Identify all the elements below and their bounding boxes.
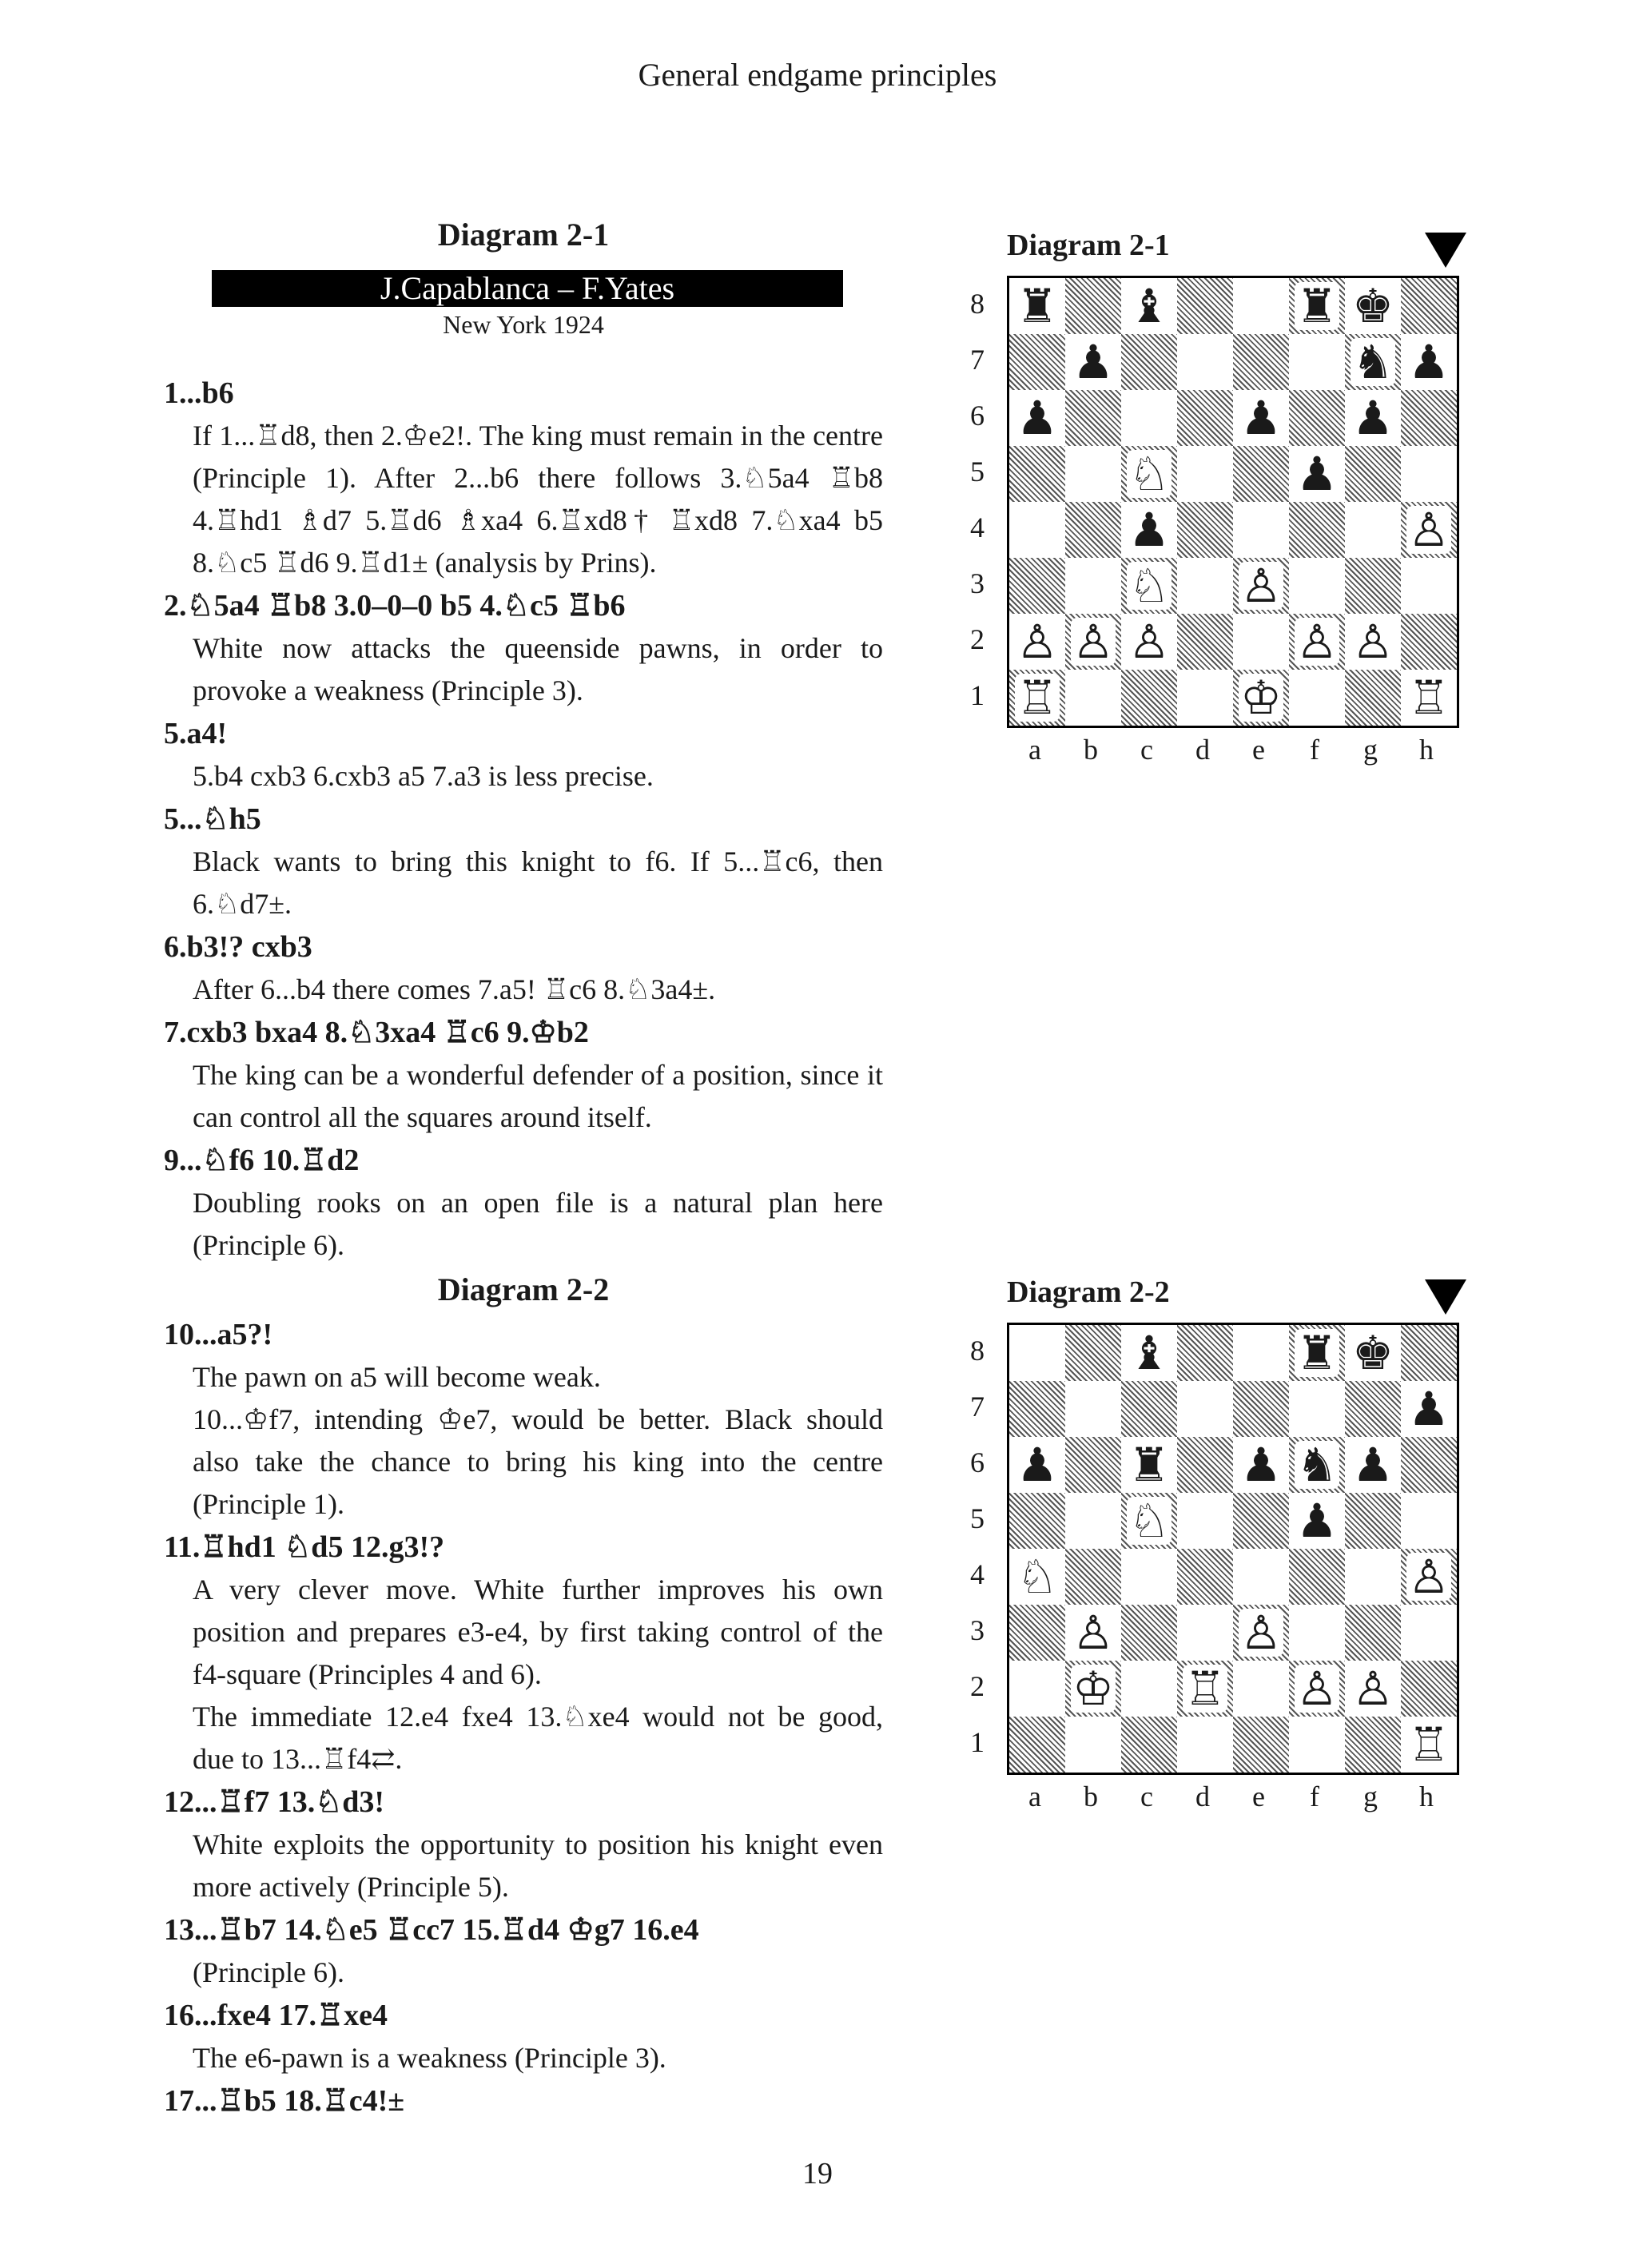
chess-piece: ♟ bbox=[1296, 1494, 1338, 1548]
square-f3 bbox=[1289, 1605, 1345, 1661]
square-e3 bbox=[1233, 558, 1289, 614]
square-h1 bbox=[1401, 1717, 1457, 1773]
square-d1 bbox=[1177, 670, 1233, 726]
chess-piece: ♖ bbox=[1184, 1661, 1226, 1716]
square-h6 bbox=[1401, 1437, 1457, 1493]
chess-piece: ♙ bbox=[1240, 1606, 1282, 1660]
chess-piece: ♔ bbox=[1240, 670, 1282, 725]
chess-piece: ♜ bbox=[1128, 1438, 1170, 1492]
square-h4 bbox=[1401, 1549, 1457, 1605]
rank-labels bbox=[963, 1323, 992, 1770]
file-label: h bbox=[1419, 734, 1434, 766]
square-e2 bbox=[1233, 1661, 1289, 1717]
comment-paragraph: Black wants to bring this knight to f6. If 5...♖c6, then 6.♘d7±. bbox=[193, 846, 883, 920]
file-label: f bbox=[1310, 1781, 1319, 1812]
square-b2 bbox=[1065, 1661, 1121, 1717]
comment-paragraph: The king can be a wonderful defender of a position, since it can control all the squares around itself. bbox=[193, 1059, 883, 1133]
square-d4 bbox=[1177, 502, 1233, 558]
square-h5 bbox=[1401, 1493, 1457, 1549]
chess-piece: ♖ bbox=[1408, 670, 1450, 725]
rank-label: 2 bbox=[970, 623, 985, 655]
square-d2 bbox=[1177, 1661, 1233, 1717]
rank-label: 8 bbox=[970, 288, 985, 320]
chess-piece: ♙ bbox=[1296, 615, 1338, 669]
square-b5 bbox=[1065, 1493, 1121, 1549]
chess-piece: ♔ bbox=[1072, 1661, 1114, 1716]
square-e8 bbox=[1233, 1325, 1289, 1381]
chessboard bbox=[1007, 1323, 1459, 1775]
square-h6 bbox=[1401, 390, 1457, 446]
square-a8 bbox=[1009, 278, 1065, 334]
square-c8 bbox=[1121, 278, 1177, 334]
rank-labels bbox=[963, 276, 992, 723]
square-e3 bbox=[1233, 1605, 1289, 1661]
rank-label: 4 bbox=[970, 511, 985, 543]
square-f6 bbox=[1289, 1437, 1345, 1493]
square-c7 bbox=[1121, 334, 1177, 390]
square-h2 bbox=[1401, 614, 1457, 670]
square-g1 bbox=[1345, 1717, 1401, 1773]
file-label: e bbox=[1252, 1781, 1265, 1812]
chess-piece: ♖ bbox=[1016, 670, 1058, 725]
diagram-2-2 bbox=[955, 1275, 1466, 1834]
rank-label: 1 bbox=[970, 1726, 985, 1758]
square-a8 bbox=[1009, 1325, 1065, 1381]
square-a1 bbox=[1009, 670, 1065, 726]
move-line: 17...♖b5 18.♖c4!± bbox=[164, 2084, 405, 2118]
move-line: 1...b6 bbox=[164, 376, 234, 410]
rank-label: 7 bbox=[970, 344, 985, 376]
square-d2 bbox=[1177, 614, 1233, 670]
comment-paragraph: White exploits the opportunity to position his knight even more actively (Principle 5). bbox=[193, 1828, 883, 1903]
square-c4 bbox=[1121, 1549, 1177, 1605]
square-g7 bbox=[1345, 334, 1401, 390]
square-f7 bbox=[1289, 334, 1345, 390]
diagram-label: Diagram 2-1 bbox=[1007, 229, 1170, 262]
file-label: b bbox=[1084, 1781, 1098, 1812]
chess-piece: ♙ bbox=[1296, 1661, 1338, 1716]
chess-piece: ♟ bbox=[1408, 335, 1450, 389]
square-g5 bbox=[1345, 1493, 1401, 1549]
square-d1 bbox=[1177, 1717, 1233, 1773]
square-e5 bbox=[1233, 446, 1289, 502]
square-c6 bbox=[1121, 1437, 1177, 1493]
chess-piece: ♙ bbox=[1408, 1550, 1450, 1604]
chess-piece: ♙ bbox=[1072, 1606, 1114, 1660]
chess-piece: ♟ bbox=[1352, 1438, 1394, 1492]
square-h7 bbox=[1401, 1381, 1457, 1437]
square-c3 bbox=[1121, 1605, 1177, 1661]
square-a4 bbox=[1009, 1549, 1065, 1605]
move-line: 13...♖b7 14.♘e5 ♖cc7 15.♖d4 ♔g7 16.e4 bbox=[164, 1913, 699, 1947]
square-d3 bbox=[1177, 558, 1233, 614]
rank-label: 7 bbox=[970, 1391, 985, 1422]
square-b1 bbox=[1065, 670, 1121, 726]
square-h4 bbox=[1401, 502, 1457, 558]
square-c4 bbox=[1121, 502, 1177, 558]
section-title: Diagram 2-1 bbox=[437, 217, 610, 253]
square-a1 bbox=[1009, 1717, 1065, 1773]
chess-piece: ♜ bbox=[1296, 1326, 1338, 1380]
move-line: 2.♘5a4 ♖b8 3.0–0–0 b5 4.♘c5 ♖b6 bbox=[164, 589, 626, 623]
square-d5 bbox=[1177, 446, 1233, 502]
square-b4 bbox=[1065, 502, 1121, 558]
comment-paragraph: After 6...b4 there comes 7.a5! ♖c6 8.♘3a4±. bbox=[193, 973, 716, 1005]
chess-piece: ♝ bbox=[1128, 279, 1170, 333]
file-label: g bbox=[1363, 1781, 1378, 1812]
comment-paragraph: A very clever move. White further improves his own position and prepares e3-e4, by first taking control of the f4-square (Principles 4 and 6). bbox=[193, 1574, 883, 1690]
chess-piece: ♞ bbox=[1352, 335, 1394, 389]
file-label: c bbox=[1140, 734, 1153, 766]
move-line: 11.♖hd1 ♘d5 12.g3!? bbox=[164, 1530, 445, 1564]
rank-label: 4 bbox=[970, 1558, 985, 1590]
square-b8 bbox=[1065, 278, 1121, 334]
square-e7 bbox=[1233, 1381, 1289, 1437]
square-f4 bbox=[1289, 1549, 1345, 1605]
file-label: e bbox=[1252, 734, 1265, 766]
chess-piece: ♝ bbox=[1128, 1326, 1170, 1380]
square-h7 bbox=[1401, 334, 1457, 390]
square-c5 bbox=[1121, 446, 1177, 502]
square-b4 bbox=[1065, 1549, 1121, 1605]
square-e7 bbox=[1233, 334, 1289, 390]
chess-piece: ♙ bbox=[1240, 559, 1282, 613]
square-f4 bbox=[1289, 502, 1345, 558]
chess-piece: ♟ bbox=[1408, 1382, 1450, 1436]
chess-piece: ♘ bbox=[1016, 1550, 1058, 1604]
square-g8 bbox=[1345, 1325, 1401, 1381]
file-label: f bbox=[1310, 734, 1319, 766]
square-c1 bbox=[1121, 1717, 1177, 1773]
rank-label: 1 bbox=[970, 679, 985, 711]
square-c3 bbox=[1121, 558, 1177, 614]
comment-paragraph: Doubling rooks on an open file is a natural plan here (Principle 6). bbox=[193, 1187, 883, 1261]
square-e4 bbox=[1233, 502, 1289, 558]
square-a4 bbox=[1009, 502, 1065, 558]
square-g3 bbox=[1345, 558, 1401, 614]
square-h3 bbox=[1401, 1605, 1457, 1661]
square-h8 bbox=[1401, 1325, 1457, 1381]
file-label: g bbox=[1363, 734, 1378, 766]
square-a2 bbox=[1009, 614, 1065, 670]
square-f6 bbox=[1289, 390, 1345, 446]
square-e1 bbox=[1233, 1717, 1289, 1773]
move-line: 6.b3!? cxb3 bbox=[164, 930, 312, 964]
file-labels bbox=[1007, 1780, 1454, 1813]
square-g4 bbox=[1345, 502, 1401, 558]
square-e5 bbox=[1233, 1493, 1289, 1549]
running-header: General endgame principles bbox=[638, 57, 997, 93]
square-g6 bbox=[1345, 1437, 1401, 1493]
file-label: d bbox=[1195, 734, 1210, 766]
square-e6 bbox=[1233, 1437, 1289, 1493]
square-g4 bbox=[1345, 1549, 1401, 1605]
square-b7 bbox=[1065, 334, 1121, 390]
square-b8 bbox=[1065, 1325, 1121, 1381]
square-d5 bbox=[1177, 1493, 1233, 1549]
comment-paragraph: 10...♔f7, intending ♔e7, would be better. Black should also take the chance to bring his king into the centre (Principle 1). bbox=[193, 1403, 883, 1520]
chess-piece: ♙ bbox=[1072, 615, 1114, 669]
chess-piece: ♙ bbox=[1408, 503, 1450, 557]
square-f7 bbox=[1289, 1381, 1345, 1437]
comment-paragraph: 5.b4 cxb3 6.cxb3 a5 7.a3 is less precise. bbox=[193, 760, 654, 792]
square-f1 bbox=[1289, 670, 1345, 726]
chess-piece: ♘ bbox=[1128, 559, 1170, 613]
annotation-lines bbox=[164, 372, 883, 2123]
game-place: New York 1924 bbox=[443, 310, 604, 339]
chess-piece: ♚ bbox=[1352, 1326, 1394, 1380]
file-label: a bbox=[1028, 1781, 1041, 1812]
move-line: 9...♘f6 10.♖d2 bbox=[164, 1144, 360, 1177]
chess-piece: ♟ bbox=[1016, 1438, 1058, 1492]
file-label: d bbox=[1195, 1781, 1210, 1812]
square-c7 bbox=[1121, 1381, 1177, 1437]
square-d8 bbox=[1177, 1325, 1233, 1381]
comment-paragraph: White now attacks the queenside pawns, in order to provoke a weakness (Principle 3). bbox=[193, 632, 883, 706]
square-d4 bbox=[1177, 1549, 1233, 1605]
chess-piece: ♟ bbox=[1352, 391, 1394, 445]
move-line: 5...♘h5 bbox=[164, 802, 261, 836]
chess-piece: ♖ bbox=[1408, 1717, 1450, 1772]
file-label: b bbox=[1084, 734, 1098, 766]
move-line: 16...fxe4 17.♖xe4 bbox=[164, 1999, 388, 2032]
square-d7 bbox=[1177, 334, 1233, 390]
rank-label: 5 bbox=[970, 1502, 985, 1534]
chess-piece: ♙ bbox=[1352, 615, 1394, 669]
square-a7 bbox=[1009, 1381, 1065, 1437]
square-b6 bbox=[1065, 390, 1121, 446]
square-c2 bbox=[1121, 614, 1177, 670]
square-f2 bbox=[1289, 614, 1345, 670]
comment-paragraph: The immediate 12.e4 fxe4 13.♘xe4 would not be good, due to 13...♖f4⇄. bbox=[193, 1701, 883, 1775]
chess-piece: ♜ bbox=[1296, 279, 1338, 333]
square-d7 bbox=[1177, 1381, 1233, 1437]
square-a7 bbox=[1009, 334, 1065, 390]
square-g8 bbox=[1345, 278, 1401, 334]
square-b2 bbox=[1065, 614, 1121, 670]
comment-paragraph: The pawn on a5 will become weak. bbox=[193, 1361, 601, 1393]
square-d6 bbox=[1177, 1437, 1233, 1493]
square-f8 bbox=[1289, 278, 1345, 334]
square-f1 bbox=[1289, 1717, 1345, 1773]
chess-piece: ♙ bbox=[1352, 1661, 1394, 1716]
chess-piece: ♟ bbox=[1296, 447, 1338, 501]
comment-paragraph: The e6-pawn is a weakness (Principle 3). bbox=[193, 2042, 666, 2074]
square-e8 bbox=[1233, 278, 1289, 334]
rank-label: 3 bbox=[970, 1614, 985, 1646]
game-players-banner: J.Capablanca – F.Yates bbox=[212, 270, 843, 307]
square-h2 bbox=[1401, 1661, 1457, 1717]
square-g2 bbox=[1345, 614, 1401, 670]
square-a2 bbox=[1009, 1661, 1065, 1717]
chessboard bbox=[1007, 276, 1459, 728]
chess-piece: ♚ bbox=[1352, 279, 1394, 333]
rank-label: 6 bbox=[970, 1446, 985, 1478]
square-g1 bbox=[1345, 670, 1401, 726]
rank-label: 2 bbox=[970, 1670, 985, 1702]
square-g6 bbox=[1345, 390, 1401, 446]
black-to-move-triangle-icon bbox=[1425, 1279, 1466, 1315]
chess-piece: ♟ bbox=[1240, 391, 1282, 445]
square-a6 bbox=[1009, 390, 1065, 446]
chess-piece: ♞ bbox=[1296, 1438, 1338, 1492]
square-b6 bbox=[1065, 1437, 1121, 1493]
chess-piece: ♟ bbox=[1016, 391, 1058, 445]
black-to-move-triangle-icon bbox=[1425, 233, 1466, 268]
square-f3 bbox=[1289, 558, 1345, 614]
square-f5 bbox=[1289, 446, 1345, 502]
square-g3 bbox=[1345, 1605, 1401, 1661]
file-labels bbox=[1007, 733, 1454, 766]
rank-label: 6 bbox=[970, 400, 985, 432]
diagram-heading: Diagram 2-2 bbox=[437, 1271, 610, 1307]
chess-piece: ♙ bbox=[1128, 615, 1170, 669]
move-line: 10...a5?! bbox=[164, 1318, 273, 1351]
diagram-label: Diagram 2-2 bbox=[1007, 1275, 1170, 1309]
square-d8 bbox=[1177, 278, 1233, 334]
square-h3 bbox=[1401, 558, 1457, 614]
square-a3 bbox=[1009, 558, 1065, 614]
chess-piece: ♙ bbox=[1016, 615, 1058, 669]
chess-piece: ♟ bbox=[1072, 335, 1114, 389]
square-g2 bbox=[1345, 1661, 1401, 1717]
square-c8 bbox=[1121, 1325, 1177, 1381]
square-d6 bbox=[1177, 390, 1233, 446]
square-e4 bbox=[1233, 1549, 1289, 1605]
square-d3 bbox=[1177, 1605, 1233, 1661]
square-c1 bbox=[1121, 670, 1177, 726]
chess-piece: ♘ bbox=[1128, 447, 1170, 501]
square-h1 bbox=[1401, 670, 1457, 726]
comment-paragraph: (Principle 6). bbox=[193, 1956, 344, 1988]
chess-piece: ♜ bbox=[1016, 279, 1058, 333]
file-label: a bbox=[1028, 734, 1041, 766]
square-c2 bbox=[1121, 1661, 1177, 1717]
square-a5 bbox=[1009, 446, 1065, 502]
square-a6 bbox=[1009, 1437, 1065, 1493]
square-a5 bbox=[1009, 1493, 1065, 1549]
square-b1 bbox=[1065, 1717, 1121, 1773]
chess-piece: ♟ bbox=[1240, 1438, 1282, 1492]
square-e1 bbox=[1233, 670, 1289, 726]
square-h5 bbox=[1401, 446, 1457, 502]
square-g7 bbox=[1345, 1381, 1401, 1437]
square-e6 bbox=[1233, 390, 1289, 446]
square-h8 bbox=[1401, 278, 1457, 334]
file-label: c bbox=[1140, 1781, 1153, 1812]
file-label: h bbox=[1419, 1781, 1434, 1812]
square-c6 bbox=[1121, 390, 1177, 446]
square-a3 bbox=[1009, 1605, 1065, 1661]
rank-label: 3 bbox=[970, 567, 985, 599]
square-b3 bbox=[1065, 558, 1121, 614]
square-f2 bbox=[1289, 1661, 1345, 1717]
annotation-column bbox=[164, 214, 883, 2123]
rank-label: 8 bbox=[970, 1335, 985, 1367]
move-line: 12...♖f7 13.♘d3! bbox=[164, 1785, 385, 1819]
chess-piece: ♟ bbox=[1128, 503, 1170, 557]
diagram-2-1 bbox=[955, 228, 1466, 787]
square-b7 bbox=[1065, 1381, 1121, 1437]
rank-label: 5 bbox=[970, 456, 985, 487]
page-number: 19 bbox=[802, 2157, 833, 2190]
square-e2 bbox=[1233, 614, 1289, 670]
move-line: 7.cxb3 bxa4 8.♘3xa4 ♖c6 9.♔b2 bbox=[164, 1016, 589, 1049]
square-f5 bbox=[1289, 1493, 1345, 1549]
comment-paragraph: If 1...♖d8, then 2.♔e2!. The king must remain in the centre (Principle 1). After 2...b6 there follows 3.♘5a4 ♖b8 4.♖hd1 ♗d7 5.♖d6 ♗xa4 6.♖xd8† ♖xd8 7.♘xa4 b5 8.♘c5 ♖d6 9.♖d1± (analysis by Prins). bbox=[193, 420, 883, 579]
square-b5 bbox=[1065, 446, 1121, 502]
square-c5 bbox=[1121, 1493, 1177, 1549]
square-g5 bbox=[1345, 446, 1401, 502]
square-f8 bbox=[1289, 1325, 1345, 1381]
chess-piece: ♘ bbox=[1128, 1494, 1170, 1548]
move-line: 5.a4! bbox=[164, 717, 228, 750]
square-b3 bbox=[1065, 1605, 1121, 1661]
